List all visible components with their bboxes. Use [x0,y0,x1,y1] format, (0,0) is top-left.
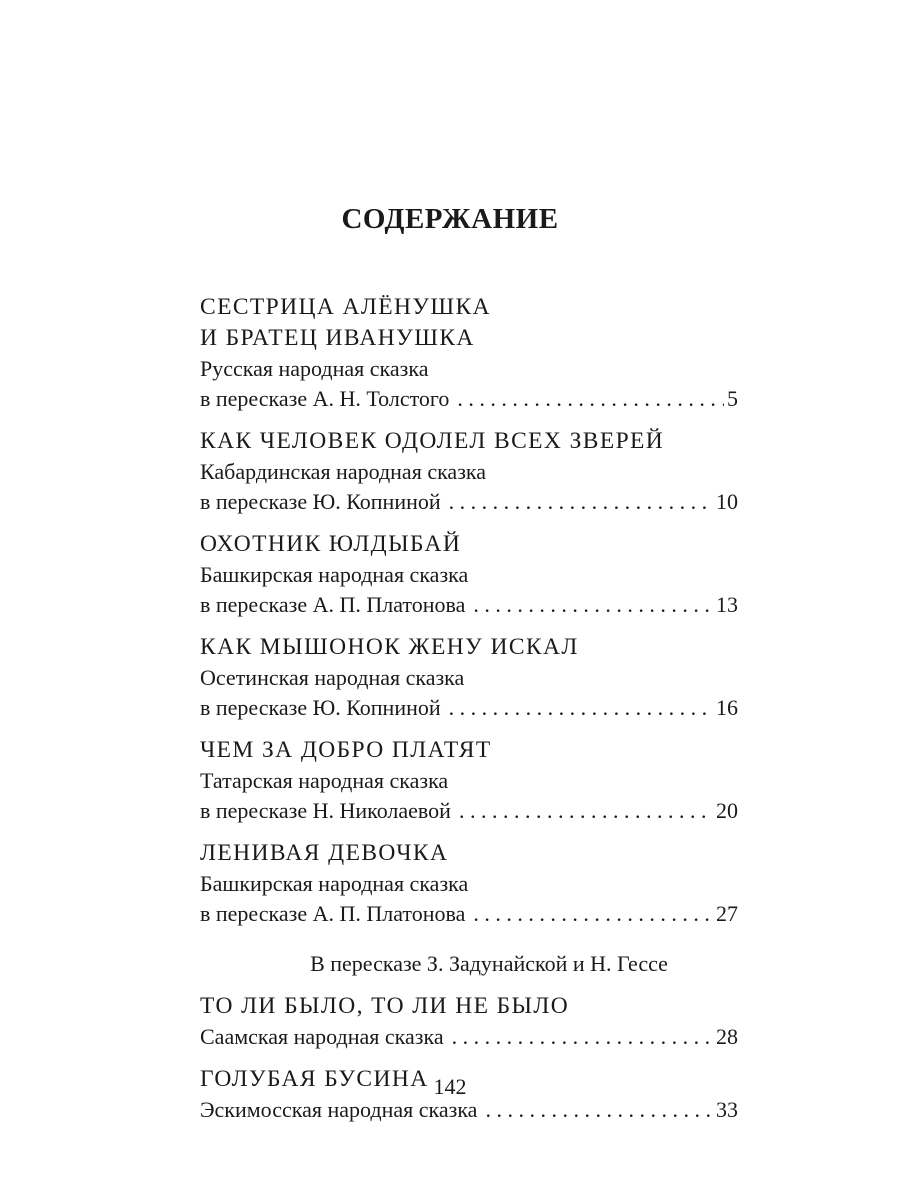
entry-reteller: в пересказе А. Н. Толстого [200,386,450,411]
entry-subtitle-line [200,1022,738,1052]
entry-reteller: в пересказе Н. Николаевой [200,798,451,823]
dot-leader [449,693,713,723]
toc-entry [200,292,738,414]
entry-title: ЛЕНИВАЯ ДЕВОЧКА [200,840,449,866]
entry-title: ЧЕМ ЗА ДОБРО ПЛАТЯТ [200,737,492,763]
entry-reteller: в пересказе А. П. Платонова [200,592,466,617]
entry-page-number: 28 [716,1024,738,1049]
toc-entry [200,735,738,826]
toc-entry [200,426,738,517]
entry-subtitle: Саамская народная сказка [200,1024,444,1049]
entry-reteller-line [200,693,738,723]
dot-leader [459,796,713,826]
entry-reteller: в пересказе Ю. Копниной [200,489,441,514]
entry-subtitle: Татарская народная сказка [200,768,449,793]
entry-reteller: в пересказе А. П. Платонова [200,901,466,926]
toc-entry [200,838,738,929]
entry-subtitle: Кабардинская народная сказка [200,459,487,484]
entry-subtitle: Эскимосская народная сказка [200,1097,478,1122]
dot-leader [457,384,724,414]
entry-reteller-line [200,487,738,517]
entry-reteller-line [200,899,738,929]
entry-subtitle: Осетинская народная сказка [200,665,465,690]
entry-page-number: 13 [716,592,738,617]
table-of-contents [200,292,738,1137]
entry-subtitle: Русская народная сказка [200,356,429,381]
toc-entry [200,991,738,1052]
entry-page-number: 20 [716,798,738,823]
entry-title: ОХОТНИК ЮЛДЫБАЙ [200,531,462,557]
entry-title: СЕСТРИЦА АЛЁНУШКА [200,294,491,320]
entry-page-number: 27 [716,901,738,926]
page-title: СОДЕРЖАНИЕ [341,203,559,235]
entry-title: И БРАТЕЦ ИВАНУШКА [200,325,475,351]
dot-leader [452,1022,713,1052]
entry-page-number: 5 [727,386,738,411]
entry-reteller-line [200,590,738,620]
entry-title: ГОЛУБАЯ БУСИНА [200,1066,429,1092]
entry-page-number: 33 [716,1097,738,1122]
entry-reteller-line [200,384,738,414]
toc-entry [200,529,738,620]
dot-leader [473,590,713,620]
entry-subtitle: Башкирская народная сказка [200,562,469,587]
entry-page-number: 10 [716,489,738,514]
entry-reteller-line [200,796,738,826]
entry-title: КАК МЫШОНОК ЖЕНУ ИСКАЛ [200,634,579,660]
entry-title: КАК ЧЕЛОВЕК ОДОЛЕЛ ВСЕХ ЗВЕРЕЙ [200,428,665,454]
entry-subtitle: Башкирская народная сказка [200,871,469,896]
entry-title: ТО ЛИ БЫЛО, ТО ЛИ НЕ БЫЛО [200,993,570,1019]
dot-leader [449,487,713,517]
dot-leader [473,899,713,929]
section-note: В пересказе З. Задунайской и Н. Гессе [310,951,668,976]
entry-reteller: в пересказе Ю. Копниной [200,695,441,720]
toc-entry [200,632,738,723]
entry-page-number: 16 [716,695,738,720]
page-number: 142 [433,1074,467,1099]
